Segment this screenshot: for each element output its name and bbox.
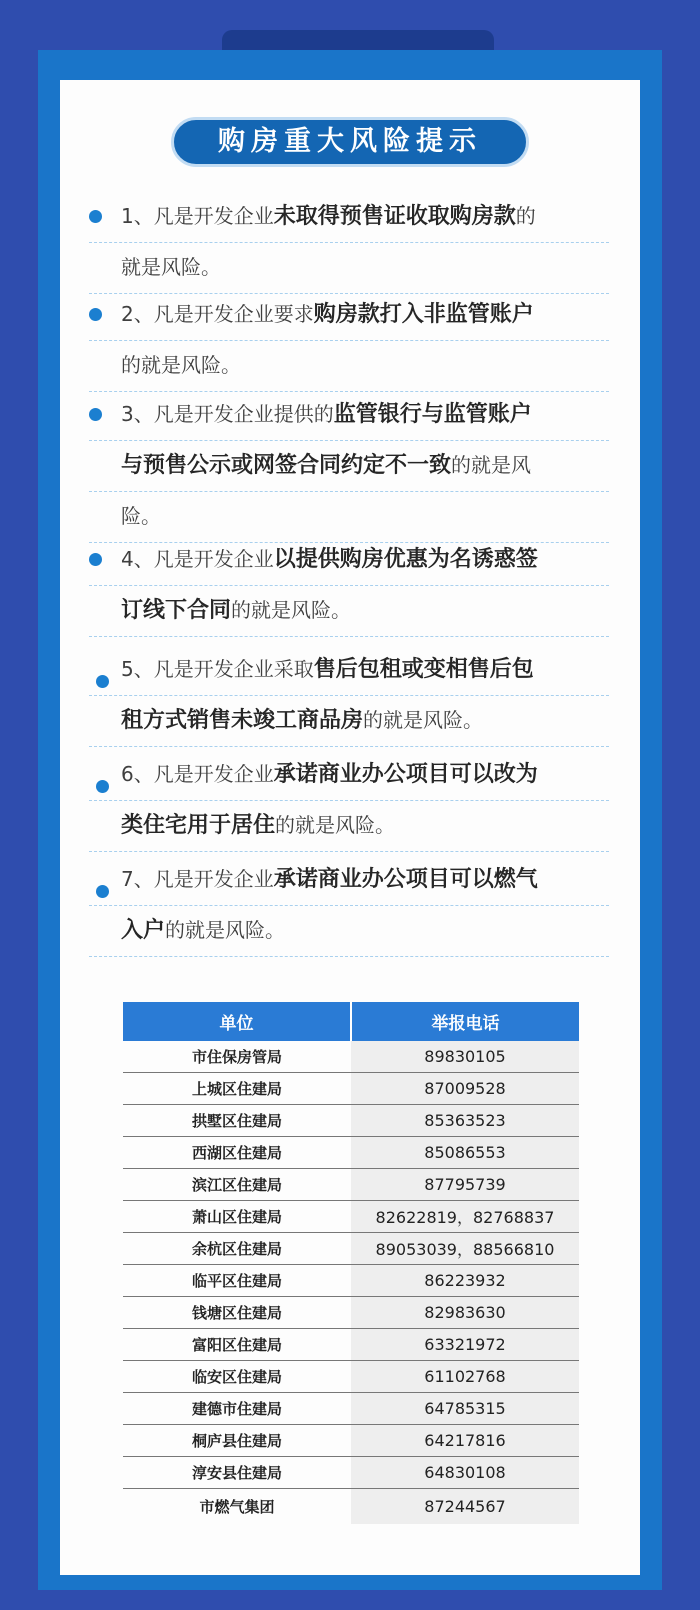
- phone-cell: 63321972: [351, 1329, 579, 1361]
- risk-item-line: [89, 586, 609, 637]
- risk-highlight-text: 入户: [121, 918, 166, 943]
- table-row: [123, 1041, 579, 1073]
- risk-text: 的就是风险。: [165, 918, 286, 942]
- table-row: [123, 1201, 579, 1233]
- risk-highlight-text: 监管银行与监管账户: [333, 402, 532, 427]
- risk-item-line: [89, 243, 609, 294]
- unit-cell: 桐庐县住建局: [123, 1425, 351, 1457]
- unit-cell: 滨江区住建局: [123, 1169, 351, 1201]
- unit-cell: 市住保房管局: [123, 1041, 351, 1073]
- report-phone-table: [123, 1002, 579, 1524]
- unit-cell: 富阳区住建局: [123, 1329, 351, 1361]
- risk-item-line: [89, 906, 609, 957]
- risk-highlight-text: 售后包租或变相售后包: [313, 657, 534, 682]
- column-header-phone: 举报电话: [351, 1002, 579, 1041]
- phone-cell: 89053039，88566810: [351, 1233, 579, 1265]
- unit-cell: 余杭区住建局: [123, 1233, 351, 1265]
- risk-text: 1、凡是开发企业: [121, 204, 274, 228]
- risk-item-line: [89, 290, 609, 341]
- table-row: [123, 1265, 579, 1297]
- risk-text: 险。: [121, 504, 161, 528]
- risk-text: 6、凡是开发企业: [121, 762, 274, 786]
- risk-highlight-text: 承诺商业办公项目可以改为: [273, 762, 538, 787]
- risk-highlight-text: 以提供购房优惠为名诱惑签: [273, 547, 538, 572]
- risk-item: [89, 290, 609, 392]
- phone-cell: 86223932: [351, 1265, 579, 1297]
- unit-cell: 建德市住建局: [123, 1393, 351, 1425]
- risk-highlight-text: 承诺商业办公项目可以燃气: [273, 867, 538, 892]
- risk-item: [89, 855, 609, 957]
- risk-text: 3、凡是开发企业提供的: [121, 402, 334, 426]
- risk-item-line: [89, 441, 609, 492]
- risk-highlight-text: 购房款打入非监管账户: [313, 302, 534, 327]
- risk-item: [89, 750, 609, 852]
- table-row: [123, 1297, 579, 1329]
- phone-cell: 61102768: [351, 1361, 579, 1393]
- table-row: [123, 1393, 579, 1425]
- risk-text: 4、凡是开发企业: [121, 547, 274, 571]
- unit-cell: 钱塘区住建局: [123, 1297, 351, 1329]
- phone-cell: 85086553: [351, 1137, 579, 1169]
- table-row: [123, 1105, 579, 1137]
- risk-item-line: [89, 535, 609, 586]
- table-row: [123, 1489, 579, 1525]
- phone-cell: 87009528: [351, 1073, 579, 1105]
- risk-highlight-text: 与预售公示或网签合同约定不一致: [121, 453, 452, 478]
- risk-highlight-text: 租方式销售未竣工商品房: [121, 708, 364, 733]
- risk-item-line: [89, 390, 609, 441]
- risk-text: 的: [515, 204, 536, 228]
- phone-cell: 82622819，82768837: [351, 1201, 579, 1233]
- risk-highlight-text: 订线下合同: [121, 598, 232, 623]
- risk-item-line: [89, 750, 609, 801]
- unit-cell: 临安区住建局: [123, 1361, 351, 1393]
- column-header-unit: 单位: [123, 1002, 351, 1041]
- phone-cell: 64830108: [351, 1457, 579, 1489]
- risk-highlight-text: 未取得预售证收取购房款: [273, 204, 516, 229]
- risk-text: 2、凡是开发企业要求: [121, 302, 314, 326]
- phone-cell: 87795739: [351, 1169, 579, 1201]
- risk-text: 的就是风: [451, 453, 532, 477]
- risk-item: [89, 192, 609, 294]
- table-row: [123, 1073, 579, 1105]
- phone-cell: 85363523: [351, 1105, 579, 1137]
- risk-item: [89, 645, 609, 747]
- risk-item-line: [89, 645, 609, 696]
- risk-text: 就是风险。: [121, 255, 221, 279]
- unit-cell: 临平区住建局: [123, 1265, 351, 1297]
- risk-item: [89, 535, 609, 637]
- table-row: [123, 1457, 579, 1489]
- risk-text: 的就是风险。: [275, 813, 396, 837]
- unit-cell: 拱墅区住建局: [123, 1105, 351, 1137]
- risk-text: 的就是风险。: [231, 598, 352, 622]
- table-header-row: [123, 1002, 579, 1041]
- table-row: [123, 1233, 579, 1265]
- risk-text: 的就是风险。: [121, 353, 241, 377]
- risk-text: 7、凡是开发企业: [121, 867, 274, 891]
- table-row: [123, 1329, 579, 1361]
- table-row: [123, 1169, 579, 1201]
- risk-item-line: [89, 192, 609, 243]
- risk-item-line: [89, 855, 609, 906]
- table-row: [123, 1361, 579, 1393]
- phone-cell: 82983630: [351, 1297, 579, 1329]
- page-title: 购房重大风险提示: [171, 117, 529, 167]
- risk-text: 5、凡是开发企业采取: [121, 657, 314, 681]
- risk-item: [89, 390, 609, 543]
- risk-item-line: [89, 801, 609, 852]
- phone-cell: 64217816: [351, 1425, 579, 1457]
- unit-cell: 上城区住建局: [123, 1073, 351, 1105]
- unit-cell: 市燃气集团: [199, 1498, 275, 1516]
- table-row: [123, 1425, 579, 1457]
- unit-cell: 萧山区住建局: [123, 1201, 351, 1233]
- unit-cell: 淳安县住建局: [123, 1457, 351, 1489]
- phone-cell: 64785315: [351, 1393, 579, 1425]
- risk-item-line: [89, 341, 609, 392]
- table-row: [123, 1137, 579, 1169]
- phone-cell: 89830105: [351, 1041, 579, 1073]
- table-body: [123, 1041, 579, 1524]
- unit-cell: 西湖区住建局: [123, 1137, 351, 1169]
- risk-item-line: [89, 696, 609, 747]
- risk-highlight-text: 类住宅用于居住: [121, 813, 276, 838]
- risk-text: 的就是风险。: [363, 708, 484, 732]
- phone-cell: 87244567: [351, 1489, 579, 1525]
